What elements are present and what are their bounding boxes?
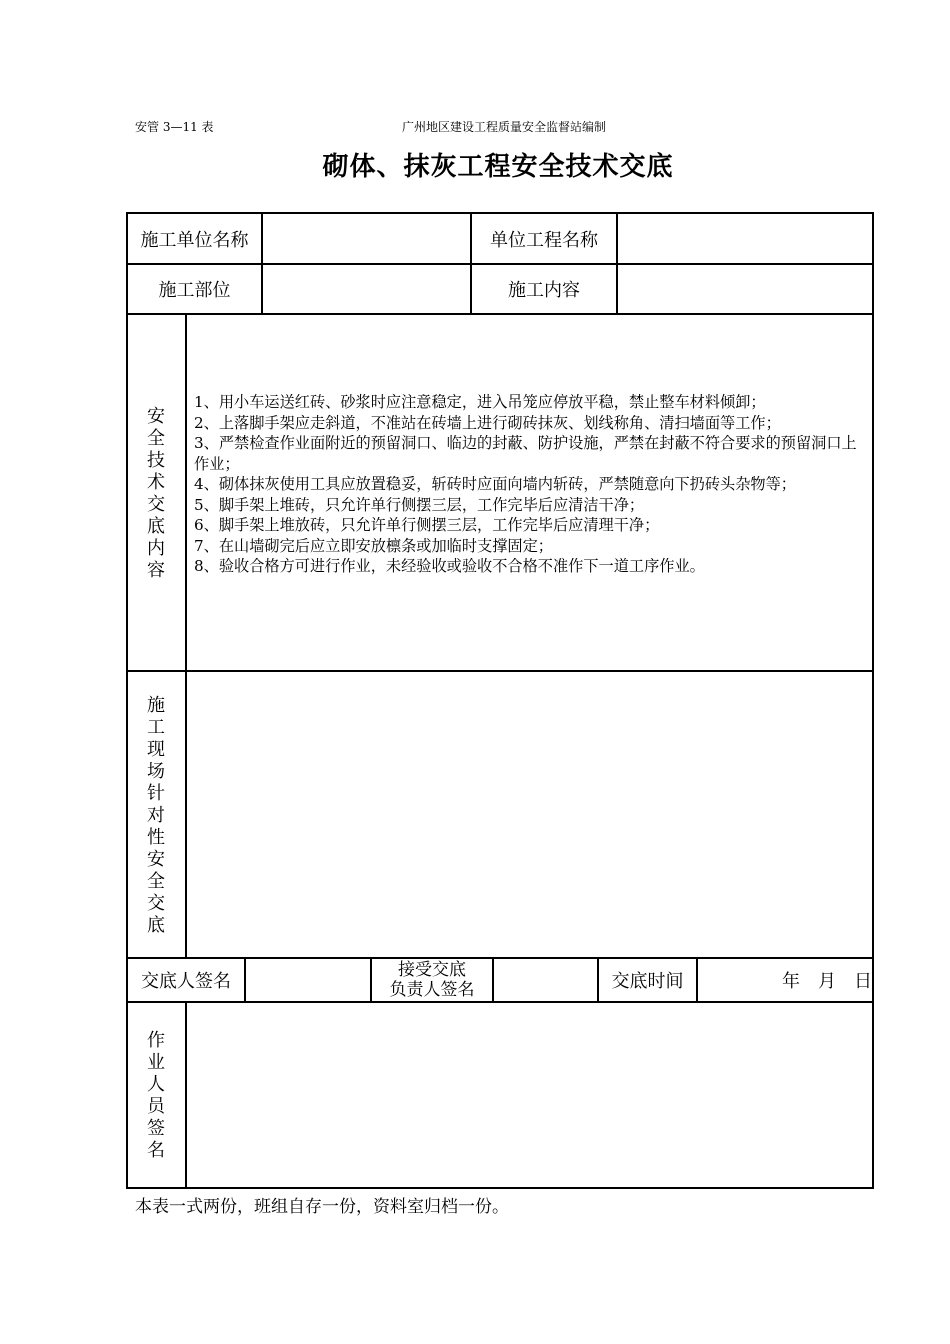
briefer-sign-label: 交底人签名 (141, 971, 231, 992)
col-divider (185, 313, 187, 958)
briefing-item: 8、验收合格方可进行作业，未经验收或验收不合格不准作下一道工序作业。 (194, 557, 705, 575)
table-border-bottom (126, 1187, 874, 1189)
briefing-date-field[interactable]: 年 月 日 (782, 971, 872, 992)
construction-unit-label: 施工单位名称 (140, 229, 249, 251)
issuer-text: 广州地区建设工程质量安全监督站编制 (402, 120, 607, 134)
receiver-sign-field[interactable] (494, 959, 597, 1001)
construction-part-field[interactable] (263, 265, 470, 313)
workers-sign-label: 作业人员签名 (147, 1030, 165, 1161)
tech-briefing-content (194, 392, 864, 577)
unit-project-label: 单位工程名称 (490, 229, 598, 251)
footer-note: 本表一式两份，班组自存一份，资料室归档一份。 (135, 1197, 509, 1217)
construction-content-label: 施工内容 (508, 280, 580, 301)
table-border-left (126, 212, 128, 1189)
construction-content-field[interactable] (618, 265, 872, 313)
row-divider (126, 670, 874, 672)
unit-project-field[interactable] (618, 214, 872, 263)
receiver-sign-label-line1: 接受交底 (398, 960, 466, 980)
briefer-sign-field[interactable] (246, 959, 370, 1001)
site-specific-field[interactable] (188, 673, 872, 957)
briefing-time-label: 交底时间 (611, 971, 684, 992)
construction-part-label: 施工部位 (158, 280, 231, 301)
briefing-item: 4、砌体抹灰使用工具应放置稳妥，斩砖时应面向墙内斩砖，严禁随意向下扔砖头杂物等； (194, 475, 796, 493)
briefing-item: 2、上落脚手架应走斜道，不准站在砖墙上进行砌砖抹灰、划线称角、清扫墙面等工作； (194, 413, 781, 432)
tech-briefing-label: 安全技术交底内容 (147, 406, 165, 581)
construction-unit-field[interactable] (263, 214, 470, 263)
form-code: 安管 3—11 表 (135, 120, 214, 134)
row-divider (126, 313, 874, 315)
site-specific-label: 施工现场针对性安全交底 (147, 695, 165, 936)
briefing-item: 7、在山墙砌完后应立即安放檩条或加临时支撑固定； (194, 536, 553, 555)
col-divider (185, 1001, 187, 1188)
briefing-item: 3、严禁检查作业面附近的预留洞口、临边的封蔽、防护设施，严禁在封蔽不符合要求的预留洞口上作业； (194, 434, 857, 473)
workers-sign-field[interactable] (188, 1003, 872, 1187)
receiver-sign-label (372, 959, 492, 1001)
page-title: 砌体、抹灰工程安全技术交底 (322, 152, 674, 182)
briefing-item: 6、脚手架上堆放砖，只允许单行侧摆三层，工作完毕后应清理干净； (194, 516, 660, 534)
table-border-right (872, 212, 874, 1189)
briefing-item: 1、用小车运送红砖、砂浆时应注意稳定，进入吊笼应停放平稳，禁止整车材料倾卸； (194, 393, 766, 411)
receiver-sign-label-line2: 负责人签名 (389, 980, 475, 1000)
briefing-item: 5、脚手架上堆砖，只允许单行侧摆三层，工作完毕后应清洁干净； (194, 495, 645, 514)
